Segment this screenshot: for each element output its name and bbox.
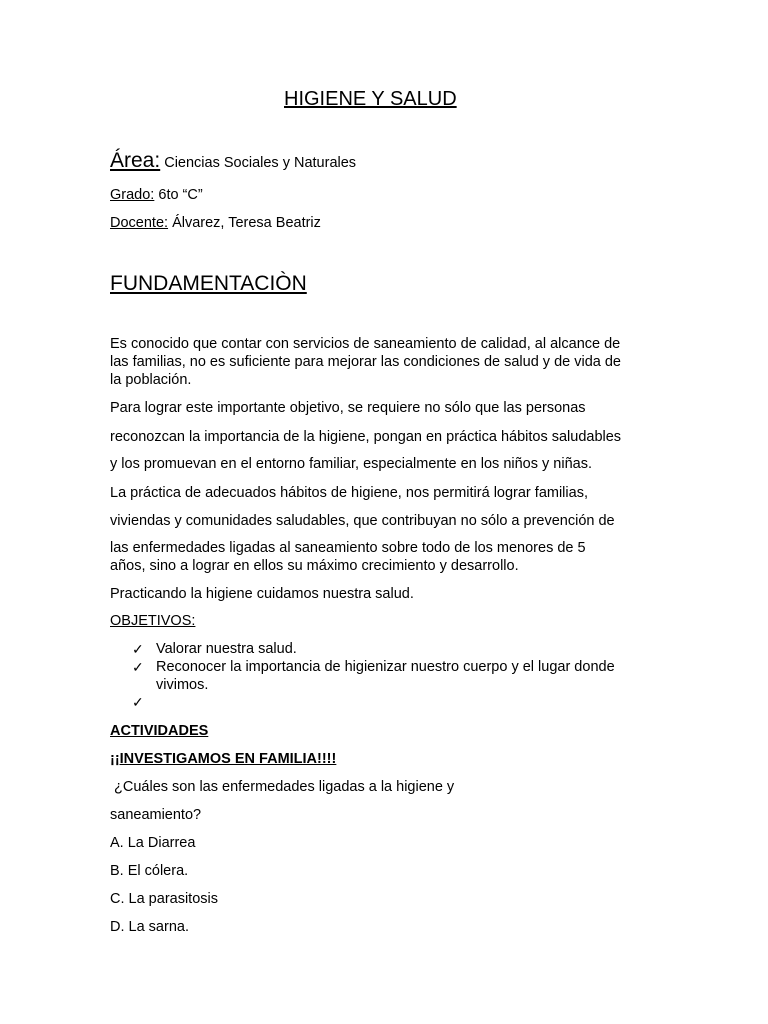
paragraph-line: las familias, no es suficiente para mejorar las condiciones de salud y de vida de (110, 354, 621, 370)
paragraph-line: Practicando la higiene cuidamos nuestra salud. (110, 586, 414, 602)
area-line (110, 149, 357, 172)
grado-value: 6to “C” (158, 187, 203, 203)
grado-label: Grado: (110, 187, 155, 203)
fundamentacion-heading: FUNDAMENTACIÒN (110, 272, 307, 295)
checkmark-icon: ✓ (132, 694, 144, 710)
question-line: ¿Cuáles son las enfermedades ligadas a la higiene y (110, 779, 455, 795)
area-label: Área: (110, 149, 161, 172)
page-title: HIGIENE Y SALUD (284, 88, 457, 110)
paragraph-line: Para lograr este importante objetivo, se requiere no sólo que las personas (110, 400, 586, 416)
checkmark-icon: ✓ (132, 659, 144, 675)
answer-option: C. La parasitosis (110, 891, 218, 907)
area-value: Ciencias Sociales y Naturales (164, 155, 357, 171)
paragraph-line: y los promuevan en el entorno familiar, especialmente en los niños y niñas. (110, 456, 592, 472)
checkmark-icon: ✓ (132, 641, 144, 657)
grado-line (110, 186, 203, 204)
docente-value: Álvarez, Teresa Beatriz (172, 215, 321, 231)
paragraph-line: años, sino a lograr en ellos su máximo crecimiento y desarrollo. (110, 558, 519, 574)
answer-option: D. La sarna. (110, 919, 189, 935)
docente-line (110, 214, 321, 232)
paragraph-line: reconozcan la importancia de la higiene, pongan en práctica hábitos saludables (110, 429, 622, 445)
objective-item: Valorar nuestra salud. (156, 641, 297, 657)
paragraph-line: Es conocido que contar con servicios de saneamiento de calidad, al alcance de (110, 336, 621, 352)
actividades-subheading: ¡¡INVESTIGAMOS EN FAMILIA!!!! (110, 751, 337, 767)
actividades-heading: ACTIVIDADES (110, 723, 209, 739)
objetivos-heading: OBJETIVOS: (110, 613, 196, 629)
paragraph-line: La práctica de adecuados hábitos de higiene, nos permitirá lograr familias, (110, 485, 588, 501)
paragraph-line: viviendas y comunidades saludables, que contribuyan no sólo a prevención de (110, 513, 615, 529)
objective-item-continuation: vivimos. (156, 677, 209, 693)
answer-option: B. El cólera. (110, 863, 189, 879)
answer-option: A. La Diarrea (110, 835, 196, 851)
paragraph-line: la población. (110, 372, 192, 388)
objective-item: Reconocer la importancia de higienizar nuestro cuerpo y el lugar donde (156, 659, 615, 675)
question-line: saneamiento? (110, 807, 202, 823)
paragraph-line: las enfermedades ligadas al saneamiento sobre todo de los menores de 5 (110, 540, 586, 556)
docente-label: Docente: (110, 215, 169, 231)
